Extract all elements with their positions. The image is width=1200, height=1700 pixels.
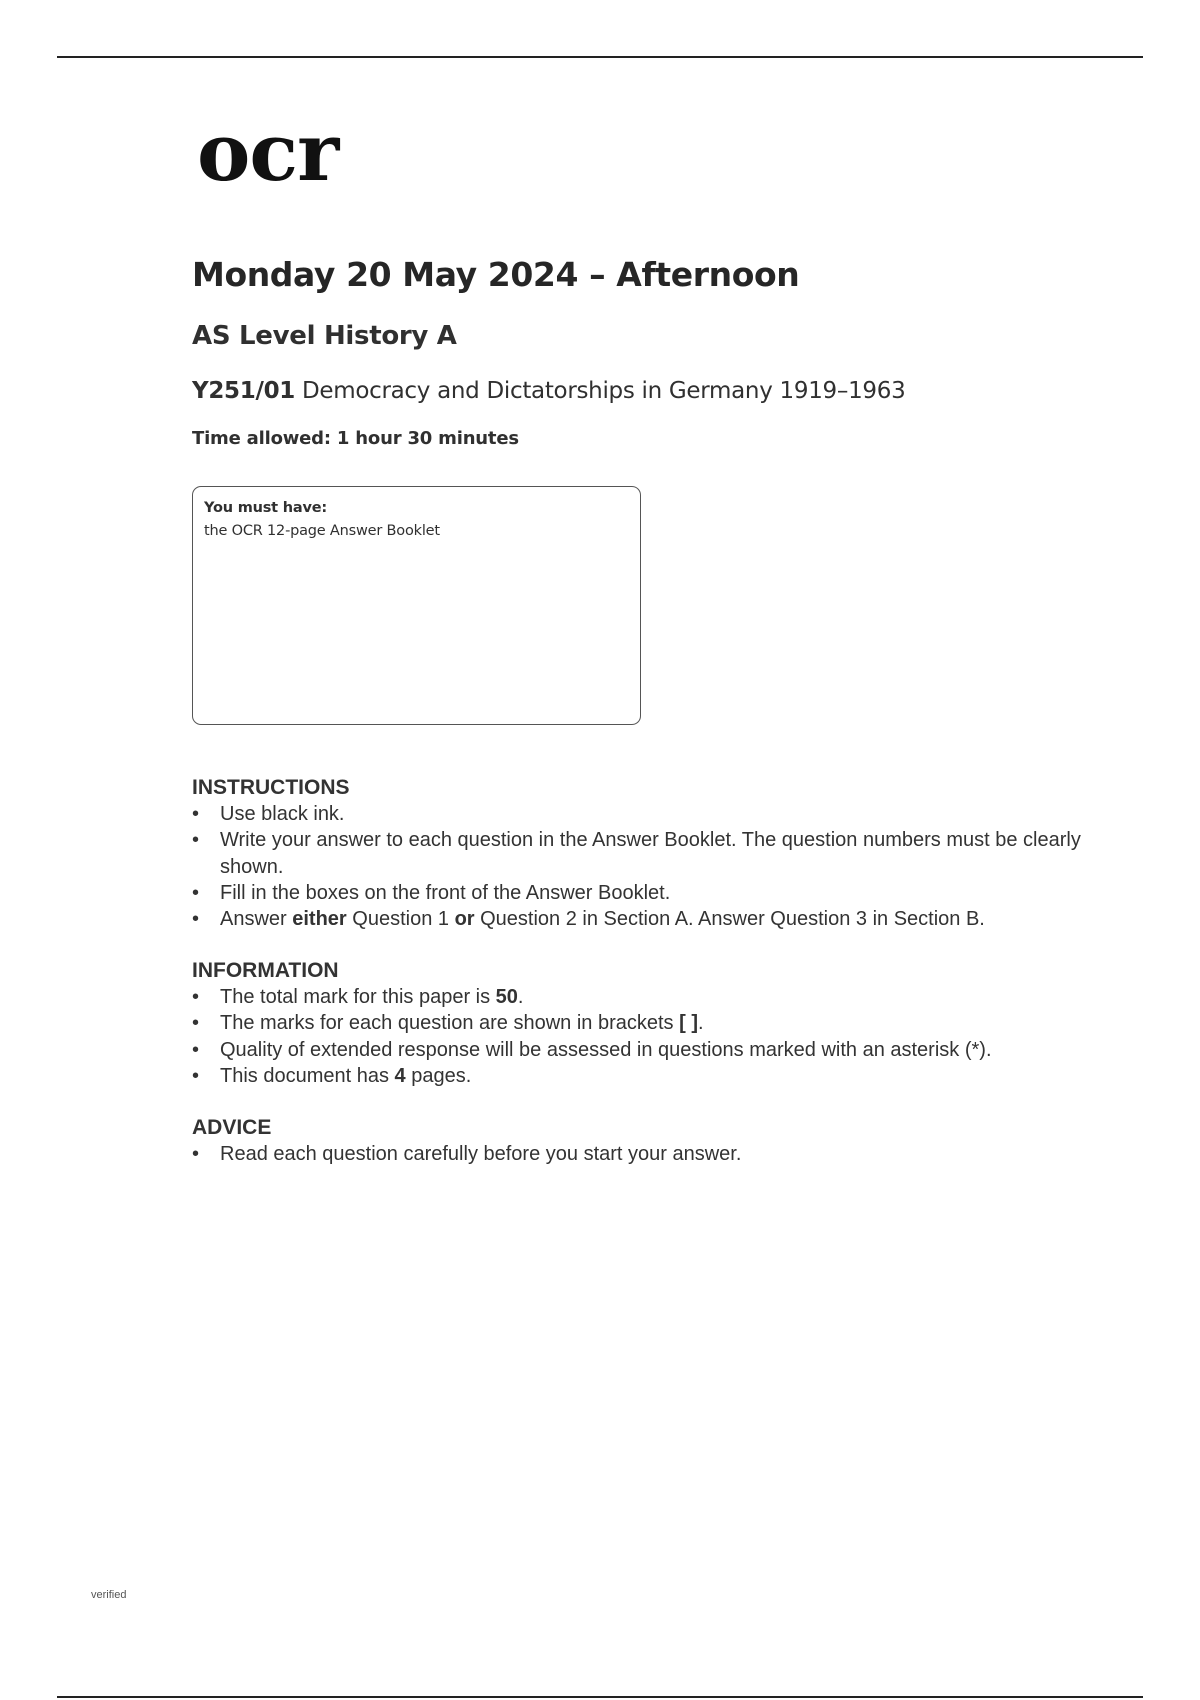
instructions-list	[192, 801, 1112, 932]
information-list	[192, 984, 1112, 1089]
page-count: 4	[394, 1064, 406, 1087]
advice-heading: ADVICE	[192, 1116, 272, 1139]
time-allowed: Time allowed: 1 hour 30 minutes	[192, 428, 519, 449]
list-item-text: Fill in the boxes on the front of the Answer Booklet.	[220, 881, 671, 904]
list-item	[192, 984, 1112, 1010]
list-item	[192, 1063, 1112, 1089]
list-item-text: Answer	[220, 908, 293, 931]
list-item	[192, 1010, 1112, 1036]
bullet-icon: •	[192, 829, 200, 852]
bullet-icon: •	[192, 1143, 200, 1165]
instructions-heading: INSTRUCTIONS	[192, 776, 350, 799]
bullet-icon: •	[192, 803, 200, 825]
verified-note: verified	[91, 1589, 127, 1601]
exam-date-session: Monday 20 May 2024 – Afternoon	[192, 255, 800, 294]
list-item-text: .	[517, 986, 524, 1008]
bullet-icon: •	[192, 1038, 200, 1061]
qualification-title: AS Level History A	[192, 321, 457, 351]
list-item-text: Question 1	[346, 908, 455, 931]
unit-line	[192, 378, 905, 404]
list-item	[192, 1141, 1112, 1167]
information-section	[192, 958, 1112, 1089]
bullet-icon: •	[192, 881, 200, 904]
brackets-symbol: [ ]	[679, 1012, 699, 1035]
advice-list	[192, 1141, 1112, 1167]
ocr-logo: ocr	[197, 105, 339, 199]
list-item-text: Write your answer to each question in the Answer Booklet. The question numbers must be clearly shown.	[220, 829, 1081, 878]
bottom-rule	[57, 1696, 1143, 1698]
list-item-text: Quality of extended response will be assessed in questions marked with an asterisk (*).	[220, 1038, 992, 1061]
list-item-text: pages.	[405, 1064, 472, 1087]
list-item	[192, 1037, 1112, 1063]
instructions-section	[192, 775, 1112, 932]
list-item-text: The total mark for this paper is	[220, 986, 496, 1008]
total-mark: 50	[495, 986, 518, 1008]
advice-section	[192, 1115, 1112, 1167]
list-item-text: Question 2 in Section A. Answer Question 3 in Section B.	[474, 908, 985, 931]
unit-code: Y251/01	[192, 378, 295, 404]
bullet-icon: •	[192, 1012, 200, 1035]
list-item-text: This document has	[220, 1064, 395, 1087]
bullet-icon: •	[192, 1064, 200, 1087]
list-item-text: Read each question carefully before you start your answer.	[220, 1143, 742, 1165]
list-item-text: Use black ink.	[220, 803, 345, 825]
must-have-item: the OCR 12-page Answer Booklet	[204, 523, 440, 540]
must-have-box	[192, 486, 641, 725]
list-item	[192, 827, 1112, 880]
list-item	[192, 880, 1112, 906]
unit-title: Democracy and Dictatorships in Germany 1919–1963	[302, 378, 906, 404]
list-item-text: The marks for each question are shown in brackets	[220, 1012, 680, 1035]
top-rule	[57, 56, 1143, 58]
list-item	[192, 906, 1112, 932]
bullet-icon: •	[192, 908, 200, 931]
list-item-text: .	[698, 1012, 704, 1035]
information-heading: INFORMATION	[192, 959, 339, 982]
emphasis-either: either	[292, 908, 347, 931]
list-item	[192, 801, 1112, 827]
bullet-icon: •	[192, 986, 200, 1008]
emphasis-or: or	[454, 908, 475, 931]
must-have-heading: You must have:	[204, 500, 327, 516]
